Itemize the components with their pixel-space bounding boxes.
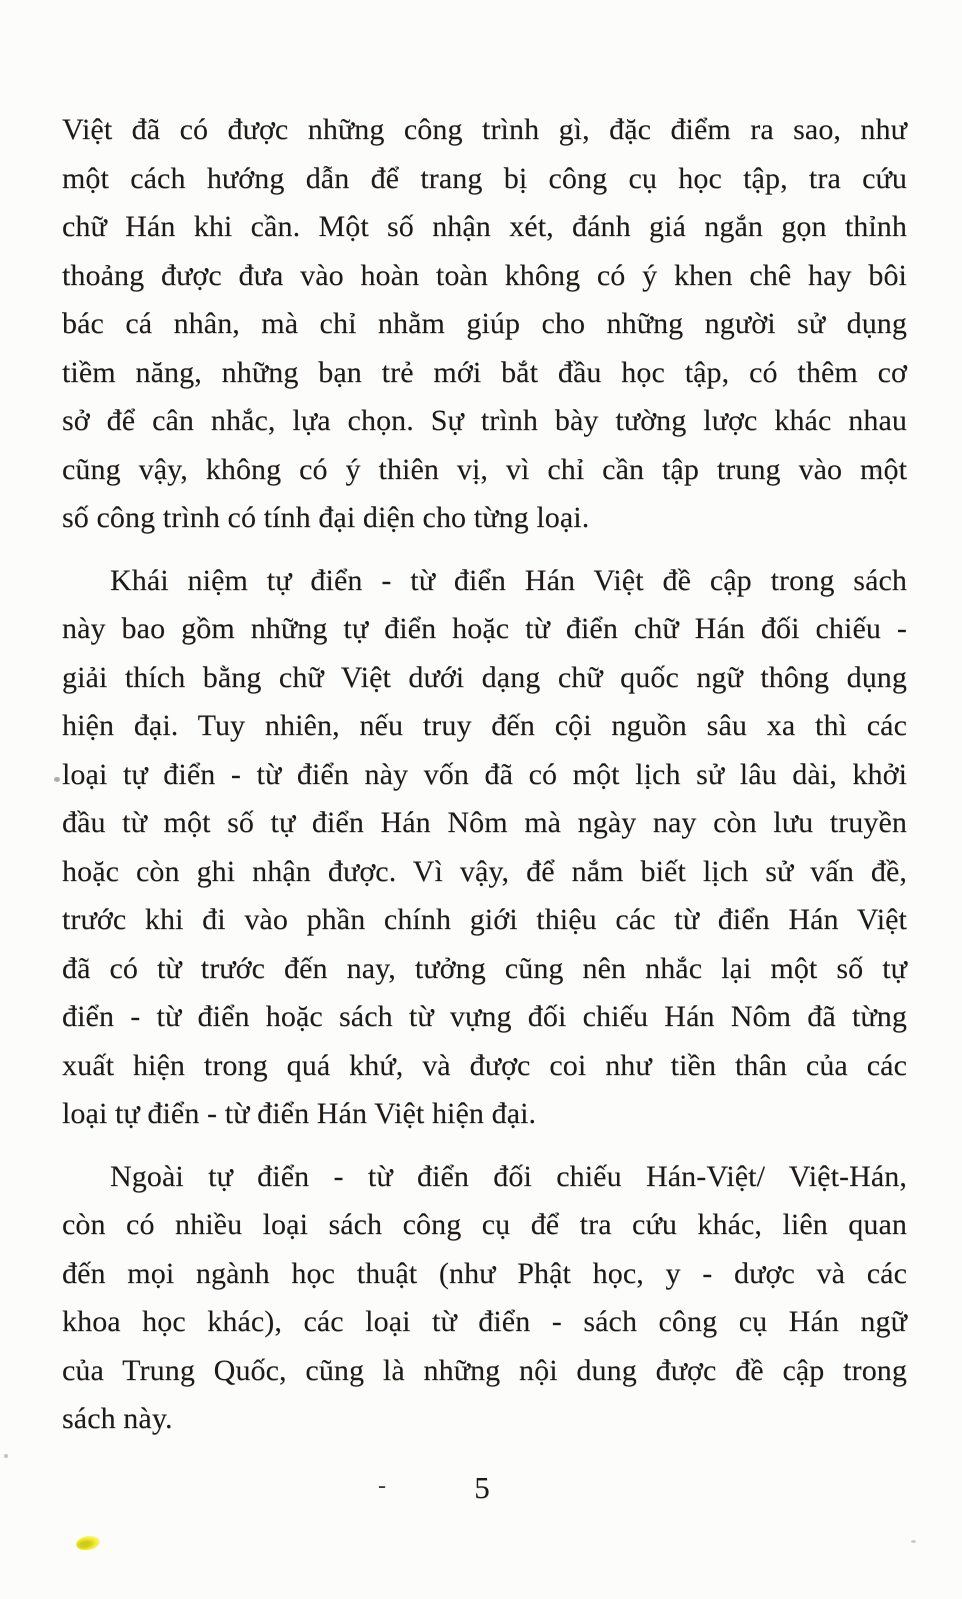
text-line: điển - từ điển hoặc sách từ vựng đối chiếu Hán Nôm đã từng: [62, 1000, 907, 1033]
right-margin-dot-speck: [876, 468, 880, 472]
text-line: giải thích bằng chữ Việt dưới dạng chữ quốc ngữ thông dụng: [62, 660, 907, 694]
text-line: sách này.: [62, 1402, 173, 1435]
paragraph: [62, 106, 907, 543]
text-line: số công trình có tính đại diện cho từng loại.: [62, 501, 590, 534]
paragraph: [62, 557, 907, 1139]
text-line: hiện đại. Tuy nhiên, nếu truy đến cội nguồn sâu xa thì các: [62, 709, 907, 742]
text-line: đến mọi ngành học thuật (như Phật học, y - dược và các: [62, 1256, 907, 1290]
paragraph: [62, 1153, 907, 1444]
text-line: loại tự điển - từ điển Hán Việt hiện đại.: [62, 1097, 537, 1130]
text-line: tiềm năng, những bạn trẻ mới bắt đầu học tập, có thêm cơ: [62, 355, 907, 389]
text-line: đầu từ một số tự điển Hán Nôm mà ngày nay còn lưu truyền: [62, 806, 907, 839]
page-text-block: [62, 106, 907, 1444]
text-line: bác cá nhân, mà chỉ nhằm giúp cho những người sử dụng: [62, 307, 907, 340]
text-line: của Trung Quốc, cũng là những nội dung được đề cập trong: [62, 1353, 907, 1387]
left-margin-dot-speck: [54, 777, 60, 782]
text-line: xuất hiện trong quá khứ, và được coi như tiền thân của các: [62, 1048, 907, 1082]
yellow-highlighter-speck: [75, 1534, 101, 1552]
text-line: khoa học khác), các loại từ điển - sách công cụ Hán ngữ: [62, 1305, 907, 1338]
text-line: này bao gồm những tự điển hoặc từ điển chữ Hán đối chiếu -: [62, 612, 907, 645]
text-line: loại tự điển - từ điển này vốn đã có một lịch sử lâu dài, khởi: [62, 757, 907, 791]
page-footer: [0, 1462, 962, 1514]
page-number: 5: [474, 1470, 490, 1505]
text-line: thoảng được đưa vào hoàn toàn không có ý khen chê hay bôi: [62, 258, 907, 292]
right-edge-dot-speck: [911, 1540, 916, 1543]
text-line: đã có từ trước đến nay, tưởng cũng nên nhắc lại một số tự: [62, 951, 907, 985]
text-line: hoặc còn ghi nhận được. Vì vậy, để nắm biết lịch sử vấn đề,: [62, 854, 907, 888]
text-line: chữ Hán khi cần. Một số nhận xét, đánh giá ngắn gọn thỉnh: [62, 210, 907, 243]
left-edge-dot-speck: [4, 1454, 8, 1458]
footer-dash-mark: -: [378, 1473, 386, 1499]
text-line: trước khi đi vào phần chính giới thiệu các từ điển Hán Việt: [62, 903, 907, 936]
text-line: sở để cân nhắc, lựa chọn. Sự trình bày tường lược khác nhau: [62, 404, 907, 437]
text-line: Ngoài tự điển - từ điển đối chiếu Hán-Việt/ Việt-Hán,: [110, 1159, 907, 1193]
text-line: một cách hướng dẫn để trang bị công cụ học tập, tra cứu: [62, 161, 907, 195]
text-line: còn có nhiều loại sách công cụ để tra cứu khác, liên quan: [62, 1208, 907, 1241]
text-line: Việt đã có được những công trình gì, đặc điểm ra sao, như: [62, 113, 907, 146]
text-line: Khái niệm tự điển - từ điển Hán Việt đề cập trong sách: [110, 563, 907, 597]
text-line: cũng vậy, không có ý thiên vị, vì chỉ cần tập trung vào một: [62, 452, 907, 486]
